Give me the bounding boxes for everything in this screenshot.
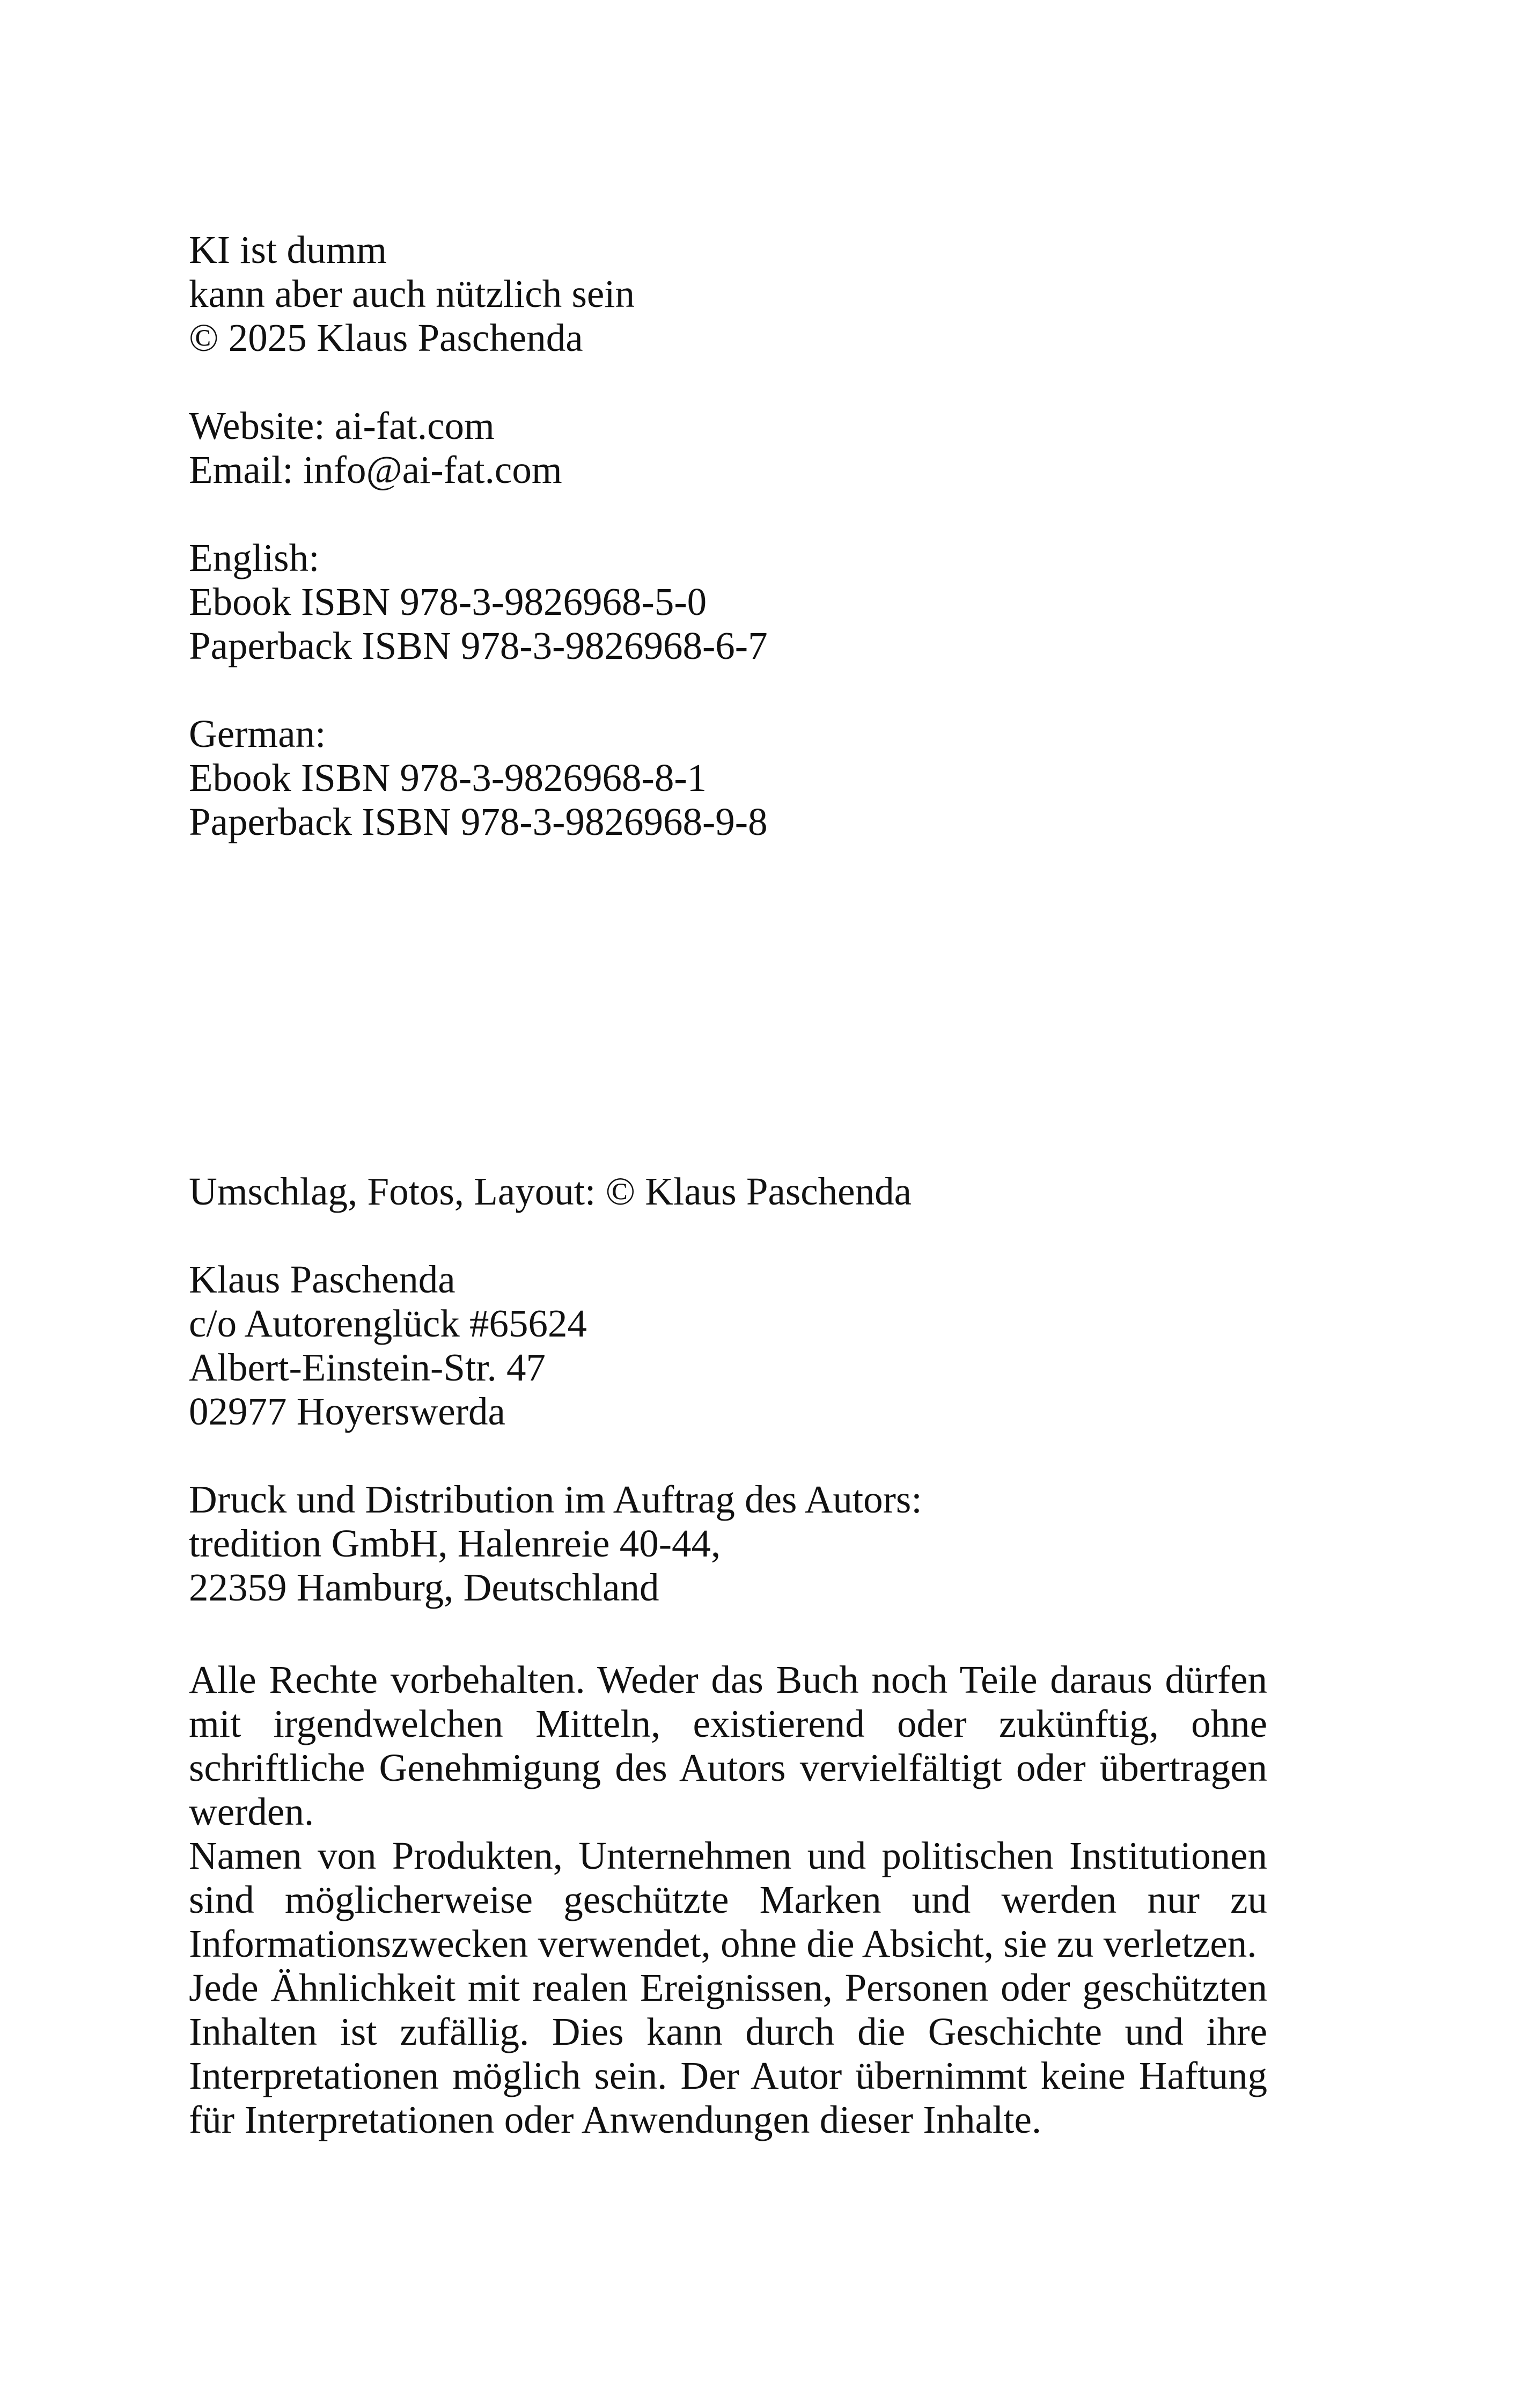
book-title: KI ist dumm (189, 228, 387, 271)
spacer (189, 1434, 1267, 1478)
copyright-line: © 2025 Klaus Paschenda (189, 316, 583, 359)
print-line: tredition GmbH, Halenreie 40-44, (189, 1522, 721, 1565)
english-ebook-isbn: Ebook ISBN 978-3-9826968-5-0 (189, 580, 707, 623)
english-label: English: (189, 536, 320, 579)
address-line: 02977 Hoyerswerda (189, 1390, 505, 1433)
german-paperback-isbn: Paperback ISBN 978-3-9826968-9-8 (189, 800, 768, 843)
legal-notice (189, 1658, 1267, 2142)
german-label: German: (189, 712, 326, 755)
spacer (189, 1214, 1267, 1258)
author-name: Klaus Paschenda (189, 1258, 455, 1301)
cover-credit: Umschlag, Fotos, Layout: © Klaus Paschenda (189, 1170, 912, 1213)
spacer (189, 492, 1267, 536)
print-line: 22359 Hamburg, Deutschland (189, 1566, 659, 1609)
rights-paragraph: Alle Rechte vorbehalten. Weder das Buch noch Teile daraus dürfen mit irgendwelchen Mitteln, existierend oder zukünftig, ohne schriftliche Genehmigung des Autors vervielfältigt oder übertragen werden. (189, 1658, 1267, 1833)
book-subtitle: kann aber auch nützlich sein (189, 272, 635, 315)
trademark-paragraph: Namen von Produkten, Unternehmen und politischen Institutionen sind möglicherweise geschützte Marken und werden nur zu Informationszwecken verwendet, ohne die Absicht, sie zu verletzen. (189, 1834, 1267, 1965)
credits-block (189, 1170, 1267, 1610)
spacer (189, 668, 1267, 712)
spacer (189, 360, 1267, 404)
english-paperback-isbn: Paperback ISBN 978-3-9826968-6-7 (189, 624, 768, 667)
address-line: c/o Autorenglück #65624 (189, 1302, 587, 1345)
email-line: Email: info@ai-fat.com (189, 448, 562, 491)
disclaimer-paragraph: Jede Ähnlichkeit mit realen Ereignissen, Personen oder geschützten Inhalten ist zufällig. Dies kann durch die Geschichte und ihre Interpretationen möglich sein. Der Autor übernimmt keine Haftung für Interpretationen oder Anwendungen dieser Inhalte. (189, 1966, 1267, 2141)
website-line: Website: ai-fat.com (189, 404, 495, 447)
print-line: Druck und Distribution im Auftrag des Autors: (189, 1478, 922, 1521)
address-line: Albert-Einstein-Str. 47 (189, 1346, 546, 1389)
imprint-top-block (189, 228, 1267, 844)
german-ebook-isbn: Ebook ISBN 978-3-9826968-8-1 (189, 756, 707, 799)
